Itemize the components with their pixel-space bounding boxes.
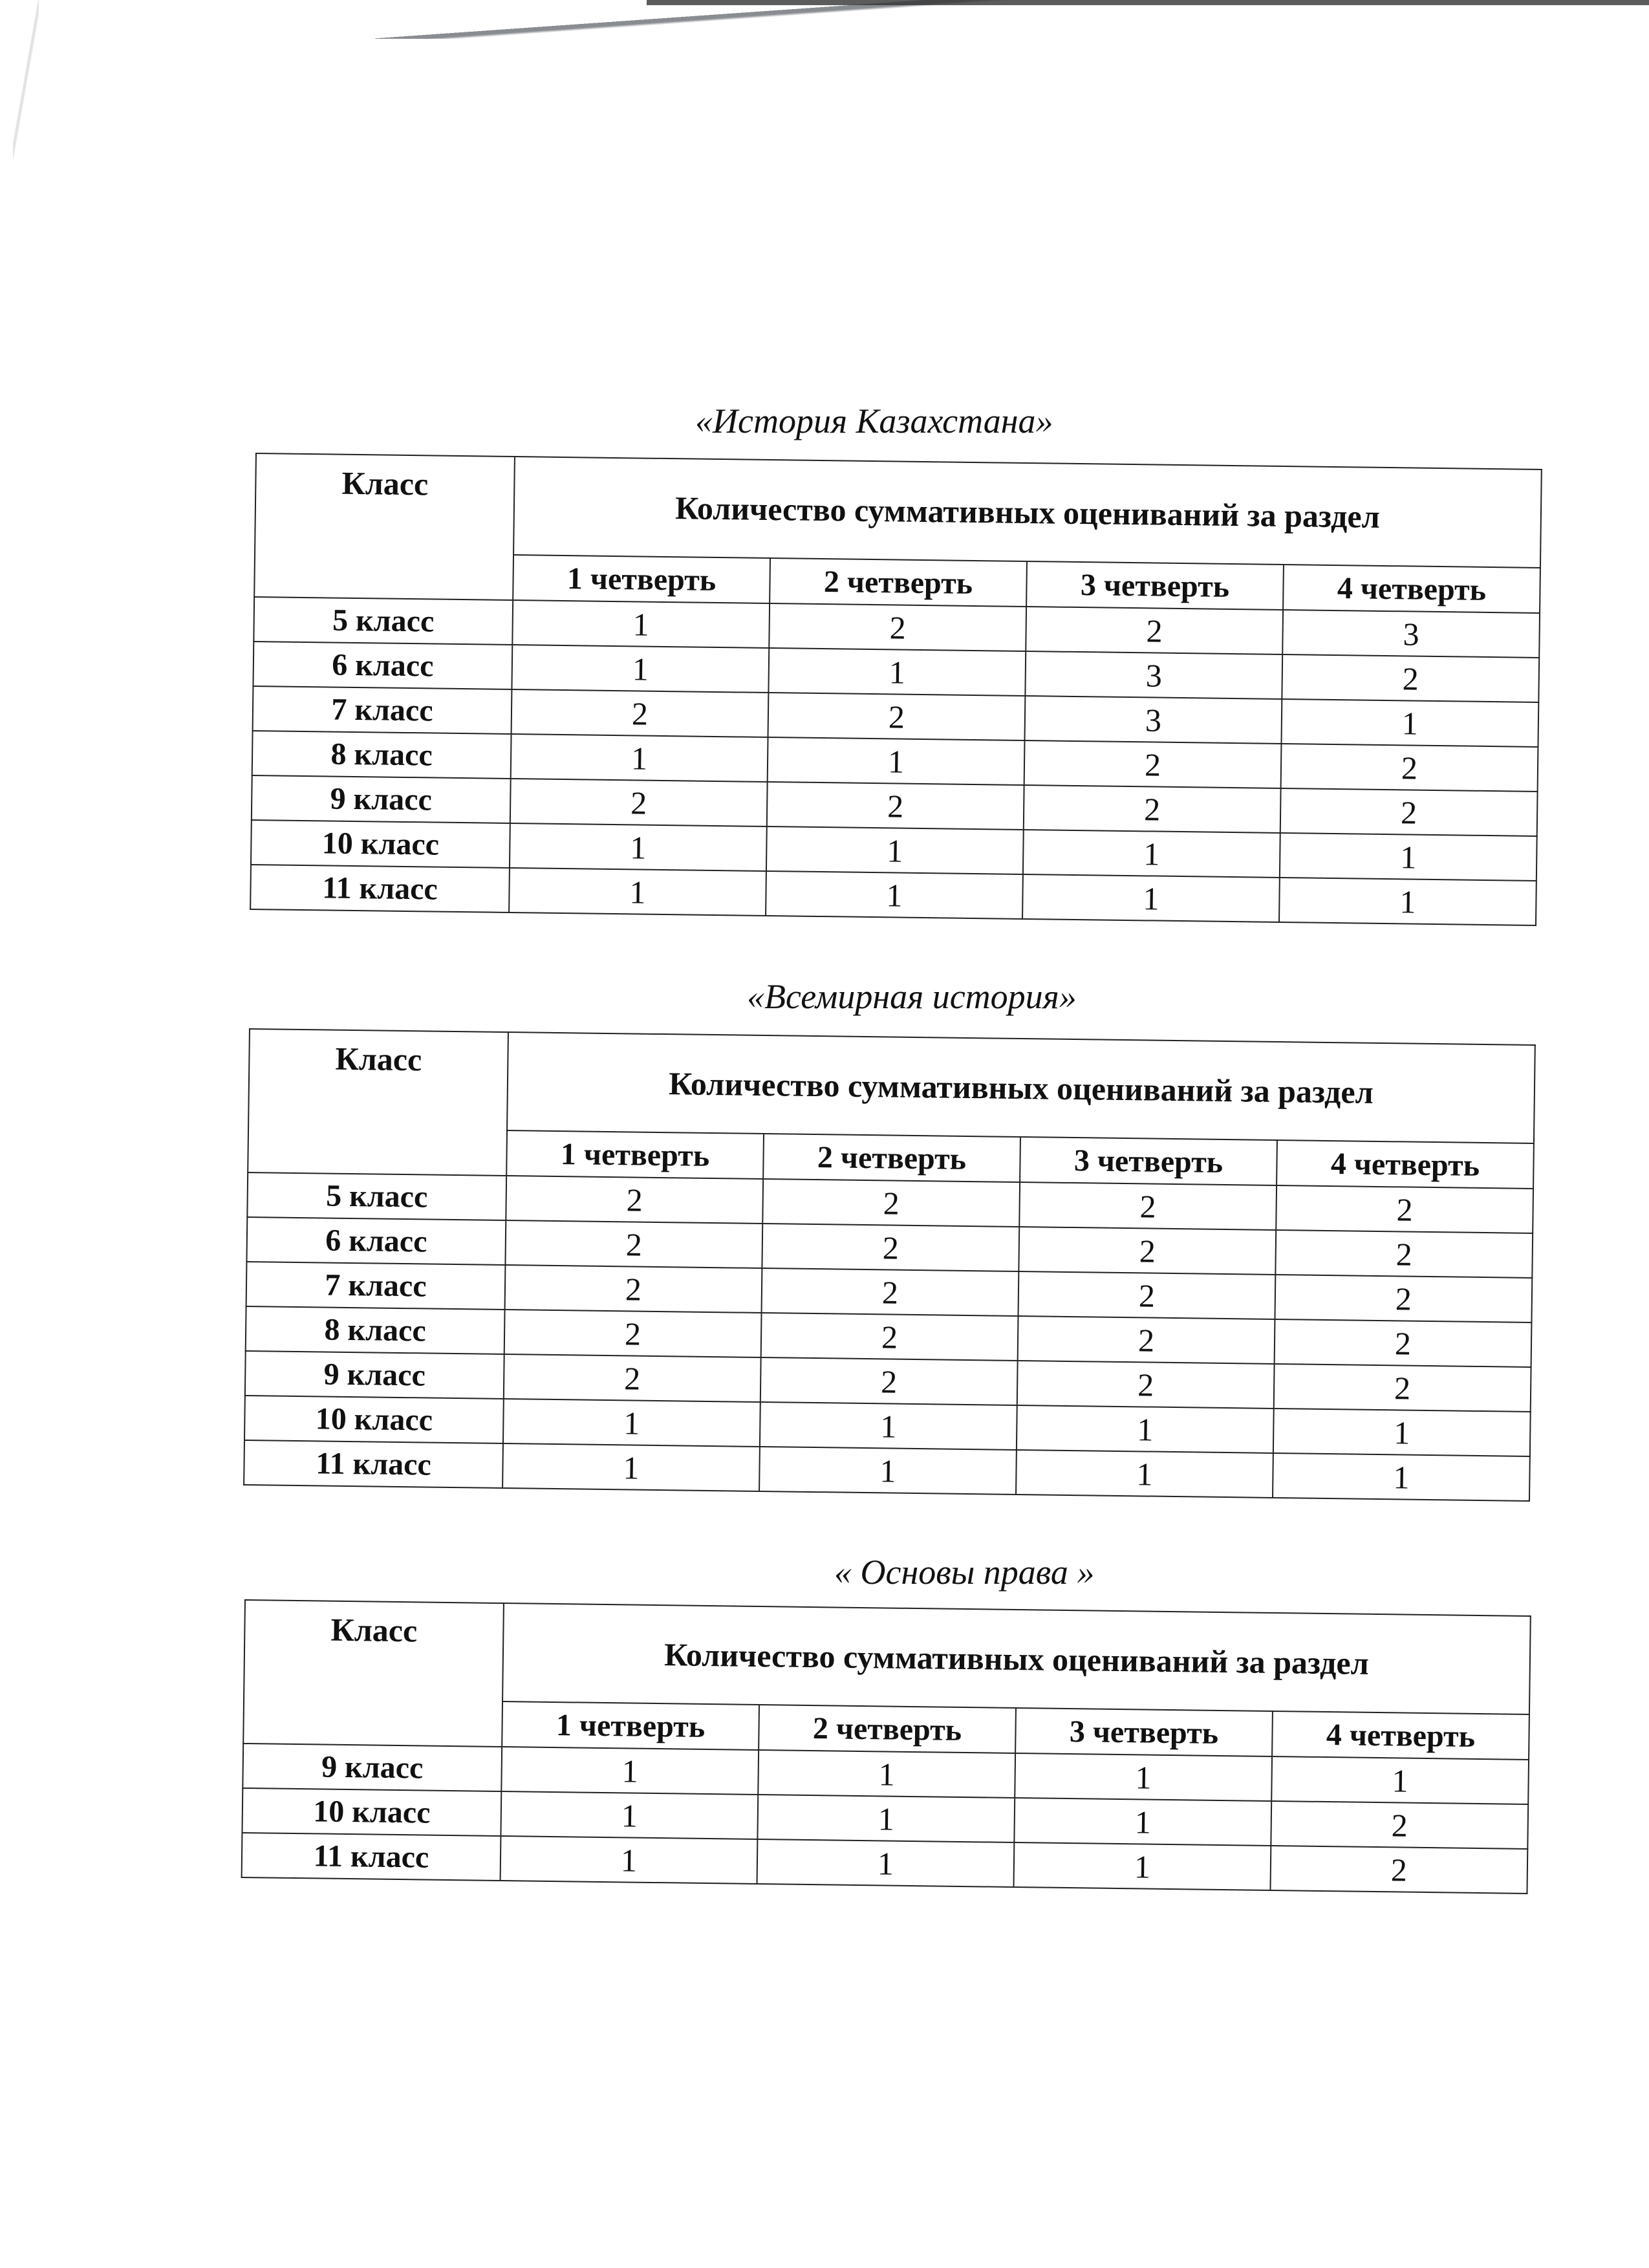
cell-quarter-3: 1: [1016, 1450, 1273, 1498]
cell-quarter-1: 2: [510, 779, 768, 826]
row-class-label: 11 класс: [242, 1833, 501, 1881]
row-class-label: 9 класс: [252, 775, 511, 823]
cell-quarter-2: 1: [768, 737, 1025, 785]
header-row: [244, 1600, 1531, 1714]
row-class-label: 10 класс: [242, 1788, 501, 1836]
row-class-label: 11 класс: [250, 865, 510, 913]
row-class-label: 6 класс: [253, 642, 512, 689]
cell-quarter-2: 2: [762, 1224, 1019, 1271]
header-quarter-3: 3 четверть: [1020, 1137, 1277, 1185]
cell-quarter-4: 2: [1271, 1801, 1528, 1849]
cell-quarter-1: 1: [503, 1399, 760, 1447]
cell-quarter-3: 1: [1015, 1753, 1272, 1801]
row-class-label: 11 класс: [244, 1440, 503, 1488]
cell-quarter-4: 2: [1275, 1230, 1533, 1278]
cell-quarter-1: 2: [504, 1310, 762, 1357]
header-assessment-count: Количество суммативных оцениваний за раздел: [507, 1032, 1535, 1143]
cell-quarter-2: 1: [766, 871, 1023, 919]
cell-quarter-3: 1: [1023, 830, 1280, 878]
cell-quarter-2: 2: [761, 1313, 1018, 1361]
scan-artifact-top-edge: [647, 0, 1649, 5]
row-class-label: 9 класс: [242, 1744, 502, 1791]
cell-quarter-4: 2: [1275, 1275, 1532, 1323]
cell-quarter-1: 1: [501, 1791, 758, 1839]
cell-quarter-2: 1: [768, 648, 1026, 696]
cell-quarter-3: 1: [1014, 1842, 1271, 1890]
cell-quarter-2: 2: [762, 1268, 1019, 1316]
cell-quarter-1: 2: [505, 1265, 762, 1313]
cell-quarter-3: 2: [1018, 1271, 1276, 1319]
header-quarter-1: 1 четверть: [506, 1130, 764, 1179]
cell-quarter-2: 1: [757, 1795, 1015, 1842]
header-quarter-3: 3 четверть: [1015, 1708, 1273, 1756]
cell-quarter-1: 1: [501, 1747, 759, 1795]
cell-quarter-1: 1: [510, 823, 767, 871]
cell-quarter-3: 1: [1014, 1798, 1271, 1846]
cell-quarter-3: 3: [1025, 651, 1282, 699]
cell-quarter-1: 2: [505, 1220, 762, 1268]
cell-quarter-2: 2: [769, 603, 1026, 651]
cell-quarter-1: 1: [509, 868, 766, 916]
cell-quarter-3: 2: [1026, 607, 1283, 654]
cell-quarter-4: 2: [1274, 1364, 1531, 1412]
row-class-label: 8 класс: [252, 731, 512, 779]
table-title-world-history: «Всемирная история»: [747, 977, 1077, 1016]
cell-quarter-2: 1: [766, 826, 1024, 874]
table-law-basics: [241, 1599, 1531, 1894]
header-row: [248, 1029, 1535, 1143]
row-class-label: 7 класс: [253, 686, 512, 734]
cell-quarter-4: 2: [1270, 1846, 1527, 1894]
cell-quarter-1: 2: [512, 689, 769, 737]
cell-quarter-3: 2: [1017, 1361, 1275, 1409]
cell-quarter-4: 3: [1282, 610, 1540, 658]
row-class-label: 10 класс: [244, 1396, 504, 1443]
header-quarter-2: 2 четверть: [763, 1134, 1020, 1182]
cell-quarter-2: 2: [767, 782, 1024, 830]
cell-quarter-2: 1: [758, 1750, 1015, 1798]
cell-quarter-1: 1: [512, 600, 770, 648]
cell-quarter-2: 1: [757, 1839, 1015, 1887]
row-class-label: 8 класс: [246, 1306, 505, 1354]
cell-quarter-4: 2: [1276, 1185, 1533, 1233]
cell-quarter-2: 2: [762, 1179, 1020, 1227]
header-row: [255, 453, 1542, 568]
header-quarter-4: 4 четверть: [1283, 565, 1540, 613]
scan-artifact-top: [375, 0, 1649, 39]
header-quarter-1: 1 четверть: [502, 1701, 759, 1750]
header-class: Класс: [254, 453, 515, 600]
cell-quarter-2: 1: [759, 1447, 1017, 1495]
table-history-kazakhstan: [250, 453, 1542, 926]
cell-quarter-4: 2: [1275, 1319, 1532, 1367]
cell-quarter-3: 2: [1024, 785, 1281, 833]
cell-quarter-3: 3: [1025, 696, 1282, 744]
header-assessment-count: Количество суммативных оцениваний за раздел: [513, 457, 1542, 568]
header-class: Класс: [243, 1600, 504, 1747]
cell-quarter-3: 1: [1022, 874, 1280, 922]
cell-quarter-4: 1: [1279, 878, 1536, 925]
cell-quarter-1: 2: [504, 1354, 761, 1402]
header-quarter-3: 3 четверть: [1026, 561, 1284, 610]
row-class-label: 10 класс: [251, 820, 510, 868]
cell-quarter-1: 2: [506, 1176, 763, 1224]
cell-quarter-1: 1: [511, 734, 768, 782]
cell-quarter-4: 2: [1282, 654, 1539, 702]
cell-quarter-3: 2: [1024, 740, 1282, 788]
header-class: Класс: [248, 1029, 508, 1176]
cell-quarter-4: 1: [1280, 833, 1537, 881]
cell-quarter-2: 1: [760, 1402, 1017, 1450]
cell-quarter-4: 1: [1273, 1453, 1530, 1501]
row-class-label: 9 класс: [245, 1351, 504, 1399]
row-class-label: 5 класс: [247, 1172, 506, 1220]
row-class-label: 5 класс: [253, 597, 513, 645]
row-class-label: 7 класс: [246, 1262, 506, 1310]
cell-quarter-3: 2: [1018, 1316, 1275, 1364]
header-quarter-4: 4 четверть: [1277, 1140, 1534, 1189]
cell-quarter-4: 1: [1273, 1409, 1531, 1456]
cell-quarter-1: 1: [501, 1836, 758, 1884]
cell-quarter-3: 2: [1019, 1182, 1277, 1230]
header-quarter-4: 4 четверть: [1272, 1711, 1529, 1760]
header-assessment-count: Количество суммативных оцениваний за раздел: [502, 1603, 1531, 1714]
table-world-history: [243, 1028, 1536, 1502]
cell-quarter-1: 1: [502, 1443, 760, 1491]
table-title-history-kazakhstan: «История Казахстана»: [695, 402, 1053, 440]
cell-quarter-1: 1: [512, 645, 769, 693]
header-quarter-1: 1 четверть: [513, 555, 770, 603]
cell-quarter-2: 2: [768, 693, 1026, 740]
header-quarter-2: 2 четверть: [759, 1705, 1016, 1753]
cell-quarter-4: 1: [1281, 699, 1538, 747]
cell-quarter-4: 1: [1271, 1756, 1529, 1804]
cell-quarter-4: 2: [1280, 788, 1538, 836]
cell-quarter-4: 2: [1281, 744, 1538, 792]
row-class-label: 6 класс: [246, 1217, 506, 1265]
cell-quarter-3: 1: [1017, 1405, 1274, 1453]
cell-quarter-2: 2: [760, 1357, 1018, 1405]
table-title-law-basics: « Основы права »: [834, 1553, 1095, 1592]
header-quarter-2: 2 четверть: [770, 558, 1027, 607]
scan-artifact-left: [13, 0, 39, 168]
cell-quarter-3: 2: [1018, 1227, 1276, 1275]
